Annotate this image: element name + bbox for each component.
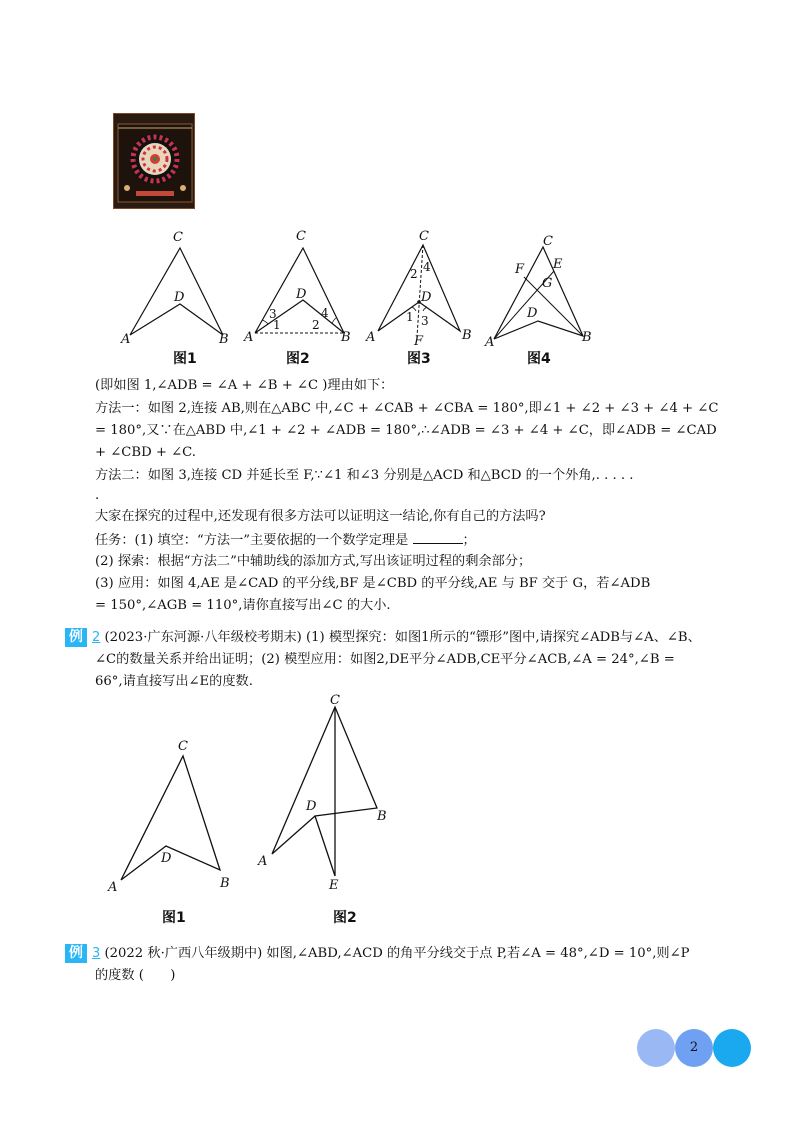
text-line-5: 方法二：如图 3,连接 CD 并延长至 F,∵∠1 和∠3 分别是△ACD 和△BCD 的一个外角,. . . . .: [95, 468, 634, 483]
fig3-label-C: C: [419, 229, 429, 244]
example-2-tag-text: 例: [69, 629, 83, 645]
fig2-angle-4: 4: [321, 306, 329, 320]
figure-3-caption: 图3: [407, 351, 431, 367]
task-line-3: (3) 应用：如图 4,AE 是∠CAD 的平分线,BF 是∠CBD 的平分线,AE 与 BF 交于 G，若∠ADB: [95, 576, 651, 591]
example-2-line-2: ∠C的数量关系并给出证明；(2) 模型应用：如图2,DE平分∠ADB,CE平分∠ACB,∠A = 24°,∠B =: [95, 652, 675, 667]
fig4-label-F: F: [515, 262, 525, 277]
fig2-angle-3: 3: [269, 307, 277, 321]
fig3-angle-1: 1: [406, 310, 414, 324]
fig4-label-C: C: [543, 234, 553, 249]
figure-2-caption: 图2: [286, 351, 310, 367]
page-number-circle: [675, 1029, 713, 1067]
ex2-fig1-label-B: B: [220, 876, 230, 891]
ex2-figure-2-caption: 图2: [333, 910, 357, 926]
fig4-label-A: A: [485, 335, 495, 350]
fig1-label-B: B: [219, 332, 229, 347]
text-line-6: .: [95, 488, 100, 503]
example-3-tag: [65, 944, 87, 963]
dartboard-photo: [113, 113, 195, 209]
fig4-label-G: G: [542, 276, 553, 291]
task-line-1: [95, 531, 476, 550]
fig4-label-B: B: [582, 330, 592, 345]
page-number: 2: [689, 1040, 699, 1055]
figure-4-caption: 图4: [527, 351, 551, 367]
fig2-label-D: D: [296, 287, 307, 302]
example-2-number: 2: [92, 630, 101, 645]
figure-3-dart: [365, 229, 472, 349]
dartboard-image: [114, 114, 195, 209]
fig3-label-D: D: [421, 290, 432, 305]
ex2-figure-1-caption: 图1: [162, 910, 186, 926]
ex2-fig1-label-A: A: [108, 880, 118, 895]
fig1-label-D: D: [174, 290, 185, 305]
task-line-4: = 150°,∠AGB = 110°,请你直接写出∠C 的大小.: [95, 598, 391, 613]
example-2-line-3: 66°,请直接写出∠E的度数.: [95, 674, 253, 689]
example-3-line-1: [92, 945, 690, 963]
ex2-fig2-label-E: E: [329, 878, 339, 893]
fig3-angle-3: 3: [421, 314, 429, 328]
fig3-label-A: A: [366, 330, 376, 345]
ex2-figure-2: [257, 693, 387, 893]
example-2-figures: [100, 690, 400, 895]
example-2-line-1: [92, 629, 701, 647]
fig4-label-E: E: [553, 257, 563, 272]
fig2-label-B: B: [341, 330, 351, 345]
fig2-angle-1: 1: [273, 318, 281, 332]
text-line-3: = 180°,又∵在△ABD 中,∠1 + ∠2 + ∠ADB = 180°,∴∠ADB = ∠3 + ∠4 + ∠C，即∠ADB = ∠CAD: [95, 423, 717, 438]
fig3-angle-2: 2: [410, 267, 418, 281]
figures-top: [110, 225, 610, 350]
text-line-4: + ∠CBD + ∠C.: [95, 445, 196, 460]
text-line-7: 大家在探究的过程中,还发现有很多方法可以证明这一结论,你有自己的方法吗?: [95, 509, 546, 524]
text-line-2: 方法一：如图 2,连接 AB,则在△ABC 中,∠C + ∠CAB + ∠CBA = 180°,即∠1 + ∠2 + ∠3 + ∠4 + ∠C: [95, 401, 719, 416]
ex2-figure-1: [107, 739, 230, 895]
page-circle-left: [637, 1029, 675, 1067]
task-line-2: (2) 探索：根据“方法二”中辅助线的添加方式,写出该证明过程的剩余部分；: [95, 554, 532, 569]
fig3-label-F: F: [414, 334, 424, 349]
example-2-text-1: (2023·广东河源·八年级校考期末) (1) 模型探究：如图1所示的“镖形”图中,请探究∠ADB与∠A、∠B、: [104, 630, 701, 645]
example-3-line-2: 的度数 ( ): [95, 968, 176, 983]
fig1-label-C: C: [173, 230, 183, 245]
text-line-1: (即如图 1,∠ADB = ∠A + ∠B + ∠C )理由如下：: [95, 378, 394, 393]
fig2-label-A: A: [244, 330, 254, 345]
fig4-label-D: D: [527, 306, 538, 321]
example-3-number: 3: [92, 946, 101, 961]
ex2-fig1-label-C: C: [178, 739, 188, 754]
task-1-end: ；: [462, 533, 476, 548]
fig2-angle-2: 2: [312, 318, 320, 332]
fig3-label-B: B: [462, 328, 472, 343]
figure-1-caption: 图1: [173, 351, 197, 367]
ex2-fig2-label-B: B: [377, 809, 387, 824]
answer-blank[interactable]: [413, 531, 463, 544]
fig1-label-A: A: [121, 332, 131, 347]
example-2-tag: [65, 628, 87, 647]
fig3-angle-4: 4: [423, 260, 431, 274]
ex2-fig2-label-A: A: [258, 854, 268, 869]
figure-4-dart: [484, 234, 592, 350]
task-1-text: 任务：(1) 填空：“方法一”主要依据的一个数学定理是: [95, 533, 409, 548]
ex2-fig2-label-C: C: [330, 693, 340, 708]
ex2-fig2-label-D: D: [306, 799, 317, 814]
figure-1-dart: [120, 230, 229, 347]
figure-2-dart: [243, 229, 351, 345]
example-3-tag-text: 例: [69, 945, 83, 961]
fig2-label-C: C: [296, 229, 306, 244]
page-circle-right: [713, 1029, 751, 1067]
example-3-text-1: (2022 秋·广西八年级期中) 如图,∠ABD,∠ACD 的角平分线交于点 P,若∠A = 48°,∠D = 10°,则∠P: [104, 946, 690, 961]
ex2-fig1-label-D: D: [161, 851, 172, 866]
